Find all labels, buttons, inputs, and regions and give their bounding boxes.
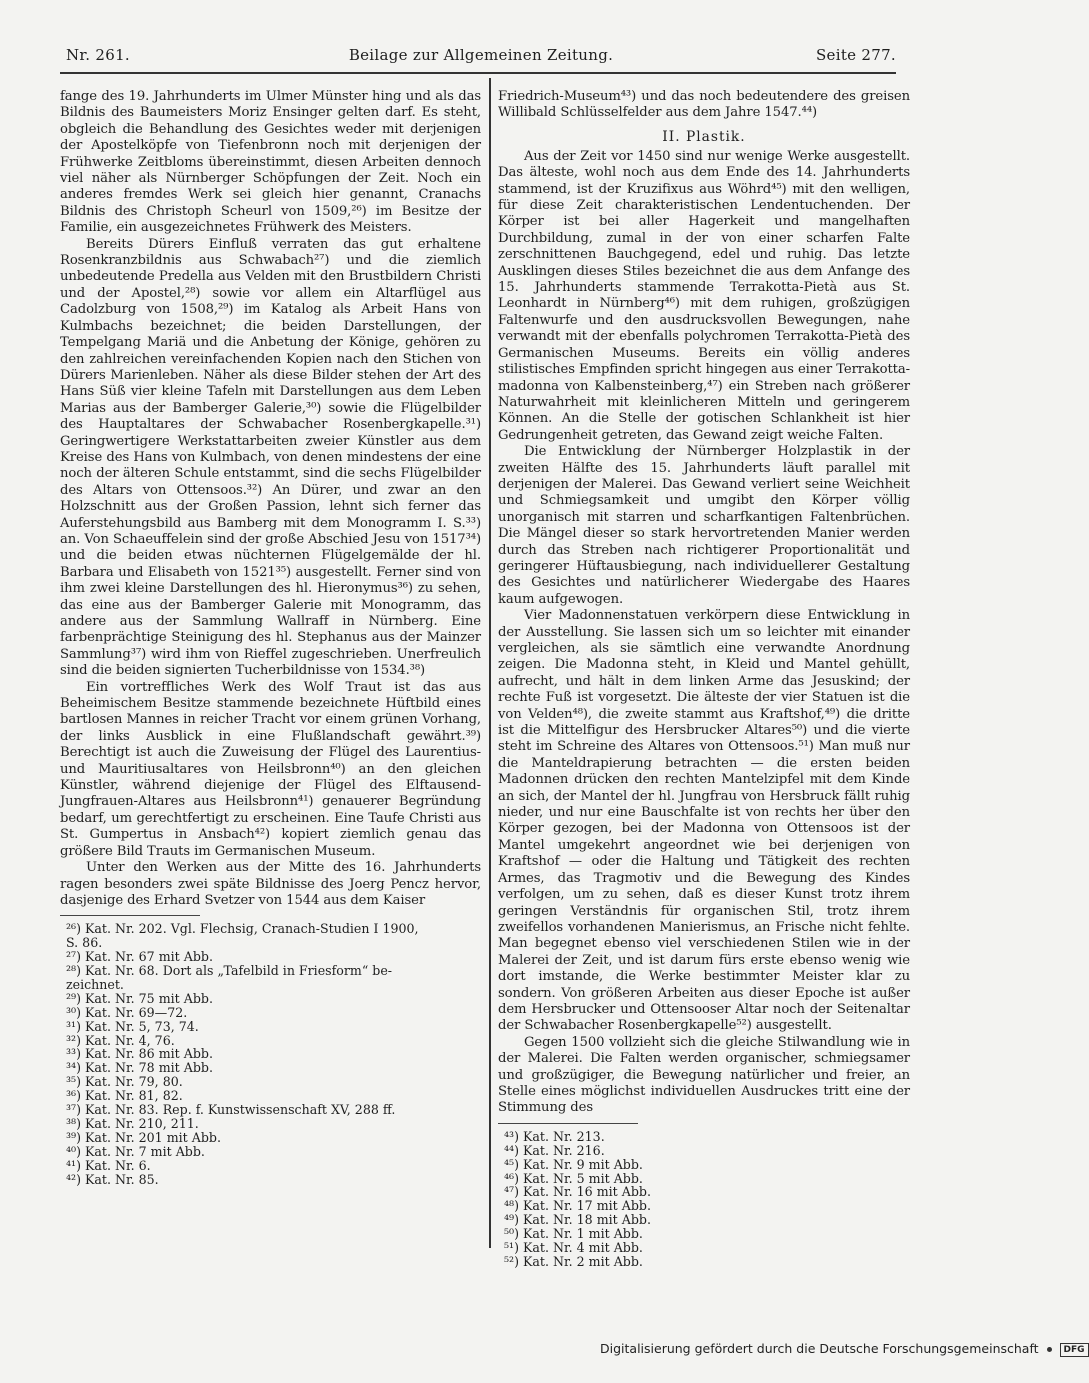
- paragraph: Bereits Dürers Einfluß verraten das gut erhaltene Rosenkranzbildnis aus Schwabach²⁷) und die ziemlich unbedeutende Predella aus Velden mit den Brustbildern Christi und der Apostel,²⁸) sowie vor allem ein Altarflügel aus Cadolzburg von 1508,²⁹) im Katalog als Arbeit Hans von Kulmbachs bezeichnet; die beiden Darstellungen, der Tempelgang Mariä und die Anbetung der Könige, gehören zu den zahlreichen vereinfachenden Kopien nach den Stichen von Dürers Marienleben. Näher als diese Bilder stehen der Art des Hans Süß vier kleine Tafeln mit Darstellungen aus dem Leben Marias aus der Bamberger Galerie,³⁰) sowie die Flügelbilder des Hauptaltares der Schwabacher Rosenbergkapelle.³¹) Geringwertigere Werkstattarbeiten zweier Künstler aus dem Kreise des Hans von Kulmbach, von denen mindestens der eine noch der älteren Schule entstammt, sind die sechs Flügelbilder des Altars von Ottensoos.³²) An Dürer, und zwar an den Holzschnitt aus der Großen Passion, lehnt sich ferner das Auferstehungsbild aus Bamberg mit dem Monogramm I. S.³³) an. Von Schaeuffelein sind der große Abschied Jesu von 1517³⁴) und die beiden etwas nüchternen Flügelgemälde der hl. Barbara und Elisabeth von 1521³⁵) ausgestellt. Ferner sind von ihm zwei kleine Darstellungen des hl. Hieronymus³⁶) zu sehen, das eine aus der Bamberger Galerie mit Monogramm, das andere aus der Sammlung Wallraff in Nürnberg. Eine farbenprächtige Steinigung des hl. Stephanus aus der Mainzer Sammlung³⁷) wird ihm von Rieffel zugeschrieben. Unerfreulich sind die beiden signierten Tucherbildnisse von 1534.³⁸): [60, 236, 481, 679]
- footnote: ⁵²) Kat. Nr. 2 mit Abb.: [504, 1253, 643, 1269]
- right-body: [498, 89, 910, 1117]
- footnote: ³⁴) Kat. Nr. 78 mit Abb.: [66, 1060, 213, 1076]
- footnote: ⁴⁴) Kat. Nr. 216.: [504, 1142, 605, 1158]
- footnote: ⁵¹) Kat. Nr. 4 mit Abb.: [504, 1240, 643, 1256]
- footnote-rule: [60, 915, 200, 916]
- footnote: zeichnet.: [66, 976, 124, 992]
- footnote: ³⁹) Kat. Nr. 201 mit Abb.: [66, 1129, 221, 1145]
- footnote: ³⁸) Kat. Nr. 210, 211.: [66, 1116, 199, 1131]
- issue-number: Nr. 261.: [66, 46, 130, 64]
- paragraph: Gegen 1500 vollzieht sich die gleiche Stilwandlung wie in der Malerei. Die Falten werden organischer, schmiegsamer und großzügiger, die Bewegung natürlicher und freier, an Stelle eines möglichst individuellen Ausdruckes tritt eine der Stimmung des: [498, 1034, 910, 1116]
- paragraph: fange des 19. Jahrhunderts im Ulmer Münster hing und als das Bildnis des Baumeisters Moriz Ensinger gelten darf. Es steht, obgleich die Behandlung des Gesichtes weder mit derjenigen der Apostelköpfe von Tiefenbronn noch mit derjenigen der Frühwerke Zeitbloms übereinstimmt, diesen Arbeiten dennoch viel näher als Nürnberger Schöpfungen der Zeit. Noch ein anderes fremdes Werk sei gleich hier genannt, Cranachs Bildnis des Christoph Scheurl von 1509,²⁶) im Besitze der Familie, ein ausgezeichnetes Frühwerk des Meisters.: [60, 89, 481, 236]
- header-rule: [60, 72, 896, 74]
- footnote: ²⁹) Kat. Nr. 75 mit Abb.: [66, 990, 213, 1006]
- footnote: ⁴⁹) Kat. Nr. 18 mit Abb.: [504, 1212, 651, 1228]
- newspaper-title: Beilage zur Allgemeinen Zeitung.: [348, 46, 614, 64]
- paragraph: Aus der Zeit vor 1450 sind nur wenige Werke ausgestellt. Das älteste, wohl noch aus dem Ende des 14. Jahrhunderts stammend, ist der Kruzifixus aus Wöhrd⁴⁵) mit den welligen, für diese Zeit charakteristischen Lendentuchenden. Der Körper ist bei aller Hagerkeit und mangelhaften Durchbildung, zumal in der von einer scharfen Falte zerschnittenen Bauchgegend, edel und ruhig. Das letzte Ausklingen dieses Stiles bezeichnet die aus dem Anfange des 15. Jahrhunderts stammende Terrakotta-Pietà aus St. Leonhardt in Nürnberg⁴⁶) mit dem ruhigen, großzügigen Faltenwurfe und den ausdrucksvollen Bewegungen, nahe verwandt mit der ebenfalls polychromen Terrakotta-Pietà des Germanischen Museums. Bereits ein völlig anderes stilistisches Empfinden spricht hingegen aus einer Terrakotta-madonna von Kalbensteinberg,⁴⁷) ein Streben nach größerer Naturwahrheit mit kleinlicheren Mitteln und geringerem Können. An die Stelle der gotischen Schlankheit ist hier Gedrungenheit getreten, das Gewand zeigt weiche Falten.: [498, 148, 910, 443]
- left-footnotes: [60, 922, 481, 1186]
- left-column: [60, 89, 481, 1271]
- paragraph: Unter den Werken aus der Mitte des 16. Jahrhunderts ragen besonders zwei späte Bildnisse des Joerg Pencz hervor, dasjenige des Erhard Svetzer von 1544 aus dem Kaiser: [60, 860, 481, 908]
- paragraph: Die Entwicklung der Nürnberger Holzplastik in der zweiten Hälfte des 15. Jahrhunderts läuft parallel mit derjenigen der Malerei. Das Gewand verliert seine Weichheit und Schmiegsamkeit und umgibt den Körper völlig unorganisch mit starren und scharfkantigen Faltenbrüchen. Die Mängel dieser so stark hervortretenden Manier werden durch das Streben nach richtigerer Proportionalität und geringerer Hüftausbiegung, nach individuellerer Gestaltung des Gesichtes und natürlicherer Wiedergabe des Haares kaum aufgewogen.: [498, 444, 910, 607]
- footnote: ⁴⁶) Kat. Nr. 5 mit Abb.: [504, 1170, 643, 1186]
- footnote: ²⁸) Kat. Nr. 68. Dort als „Tafelbild in Friesform“ be-: [66, 963, 393, 979]
- right-column: [498, 89, 910, 1269]
- footnote: ³⁷) Kat. Nr. 83. Rep. f. Kunstwissenschaft XV, 288 ff.: [66, 1102, 396, 1118]
- column-divider: [489, 78, 491, 1248]
- credit-text: Digitalisierung gefördert durch die Deutsche Forschungsgemeinschaft: [600, 1341, 1039, 1356]
- paragraph: Friedrich-Museum⁴³) und das noch bedeutendere des greisen Willibald Schlüsselfelder aus dem Jahre 1547.⁴⁴): [498, 89, 910, 121]
- bullet-icon: [1047, 1347, 1052, 1352]
- footnote: ⁴⁸) Kat. Nr. 17 mit Abb.: [504, 1198, 651, 1214]
- footnote: ²⁶) Kat. Nr. 202. Vgl. Flechsig, Cranach-Studien I 1900,: [66, 921, 419, 937]
- footnote: ⁴⁰) Kat. Nr. 7 mit Abb.: [66, 1143, 205, 1159]
- dfg-logo-icon: DFG: [1060, 1343, 1089, 1357]
- footnote: ⁵⁰) Kat. Nr. 1 mit Abb.: [504, 1226, 643, 1242]
- page-number: Seite 277.: [815, 46, 896, 64]
- footnote: ⁴⁵) Kat. Nr. 9 mit Abb.: [504, 1156, 643, 1172]
- paragraph: Ein vortreffliches Werk des Wolf Traut ist das aus Beheimischem Besitze stammende bezeichnete Hüftbild eines bartlosen Mannes in reicher Tracht vor einem grünen Vorhang, der links Ausblick in eine Flußlandschaft gewährt.³⁹) Berechtigt ist auch die Zuweisung der Flügel des Laurentius- und Mauritiusaltares von Heilsbronn⁴⁰) an den gleichen Künstler, während diejenige der Flügel des Elftausend-Jungfrauen-Altares aus Heilsbronn⁴¹) genauerer Begründung bedarf, um gerechtfertigt zu erscheinen. Eine Taufe Christi aus St. Gumpertus in Ansbach⁴²) kopiert ziemlich genau das größere Bild Trauts im Germanischen Museum.: [60, 679, 481, 859]
- digitization-credit: [600, 1341, 1089, 1357]
- footnote: ³⁵) Kat. Nr. 79, 80.: [66, 1074, 183, 1090]
- left-body: [60, 89, 481, 909]
- paragraph: Vier Madonnenstatuen verkörpern diese Entwicklung in der Ausstellung. Sie lassen sich um so leichter mit einander vergleichen, als sie sämtlich eine verwandte Anordnung zeigen. Die Madonna steht, in Kleid und Mantel gehüllt, aufrecht, und hält in dem linken Arme das Jesuskind; der rechte Fuß ist vorgesetzt. Die älteste der vier Statuen ist die von Velden⁴⁸), die zweite stammt aus Kraftshof,⁴⁹) die dritte ist die Mittelfigur des Hersbrucker Altares⁵⁰) und die vierte steht im Schreine des Altares von Ottensoos.⁵¹) Man muß nur die Manteldrapierung betrachten — die ersten beiden Madonnen drücken den rechten Mantelzipfel mit dem Kinde an sich, der Mantel der hl. Jungfrau von Hersbruck fällt ruhig nieder, und nur eine Bauschfalte ist von rechts her über den Körper gezogen, bei der Madonna von Ottensoos ist der Mantel umgekehrt angeordnet wie bei derjenigen von Kraftshof — oder die Haltung und Tätigkeit des rechten Armes, das Tragmotiv und die Bewegung des Kindes verfolgen, um zu sehen, daß es dieser Kunst trotz ihrem geringen Verständnis für organischen Stil, trotz ihrem zweifellos vorhandenen Manierismus, an Frische nicht fehlte. Man begegnet ebenso viel verschiedenen Stilen wie in der Malerei der Zeit, und ist darum fürs erste ebenso wenig wie dort imstande, die Werke bestimmter Meister klar zu sondern. Von größeren Arbeiten aus dieser Epoche ist außer dem Hersbrucker und Ottensooser Altar noch der Seitenaltar der Schwabacher Rosenbergkapelle⁵²) ausgestellt.: [498, 608, 910, 1034]
- footnote: S. 86.: [66, 935, 103, 951]
- footnote: ⁴¹) Kat. Nr. 6.: [66, 1157, 151, 1173]
- footnote: ³⁰) Kat. Nr. 69—72.: [66, 1004, 188, 1020]
- footnote: ⁴³) Kat. Nr. 213.: [504, 1128, 605, 1144]
- footnote: ³³) Kat. Nr. 86 mit Abb.: [66, 1046, 213, 1062]
- section-heading: II. Plastik.: [662, 128, 746, 145]
- footnote: ³¹) Kat. Nr. 5, 73, 74.: [66, 1018, 199, 1034]
- footnote-rule: [498, 1123, 638, 1124]
- page-header: [66, 44, 896, 66]
- footnote: ⁴²) Kat. Nr. 85.: [66, 1171, 159, 1187]
- footnote: ³⁶) Kat. Nr. 81, 82.: [66, 1088, 183, 1104]
- footnote: ³²) Kat. Nr. 4, 76.: [66, 1032, 175, 1048]
- right-footnotes: [498, 1130, 910, 1269]
- footnote: ⁴⁷) Kat. Nr. 16 mit Abb.: [504, 1184, 651, 1200]
- footnote: ²⁷) Kat. Nr. 67 mit Abb.: [66, 949, 213, 965]
